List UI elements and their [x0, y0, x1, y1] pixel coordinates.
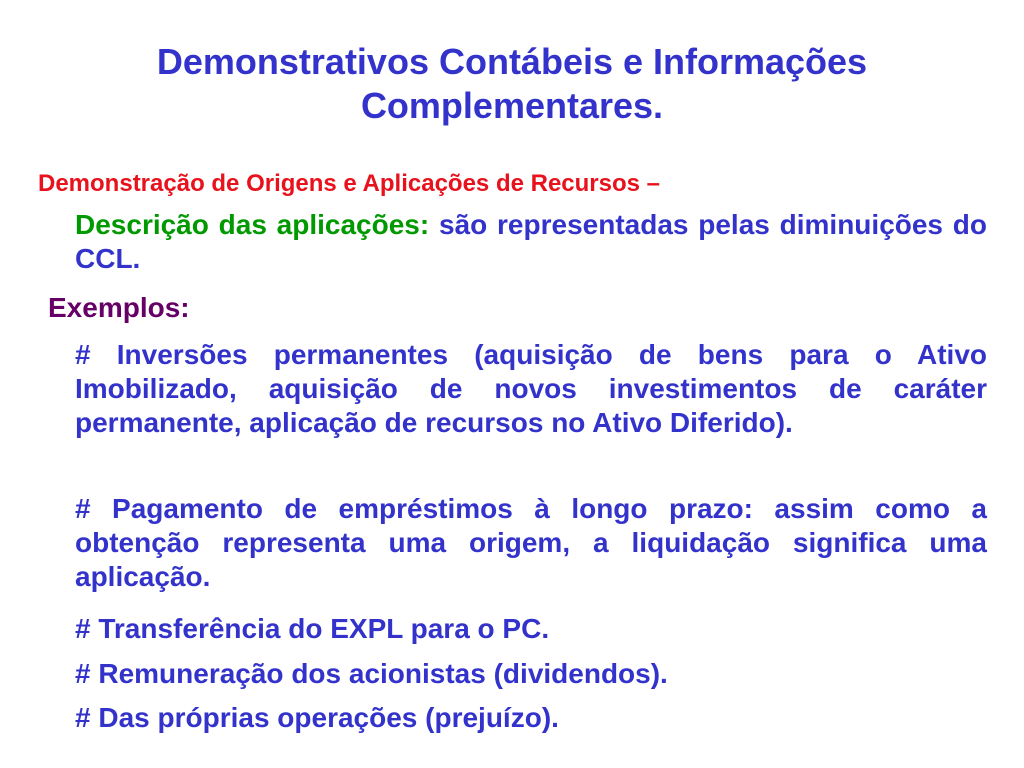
description-text: são representadas pelas diminuições do CCL.: [75, 209, 988, 274]
example-item-4: # Remuneração dos acionistas (dividendos).: [75, 658, 668, 689]
section-subtitle: Demonstração de Origens e Aplicações de Recursos –: [38, 170, 661, 197]
examples-label: Exemplos:: [48, 292, 190, 323]
example-item-5: # Das próprias operações (prejuízo).: [75, 702, 559, 733]
example-item-3: # Transferência do EXPL para o PC.: [75, 613, 550, 644]
example-item-2: # Pagamento de empréstimos à longo prazo: assim como a obtenção representa uma origem, a liquidação significa uma aplicação.: [75, 493, 987, 592]
slide-title: [60, 40, 964, 128]
example-item-1: # Inversões permanentes (aquisição de bens para o Ativo Imobilizado, aquisição de novos investimentos de caráter permanente, aplicação de recursos no Ativo Diferido).: [75, 339, 987, 438]
slide-title-line-2: Complementares.: [360, 85, 664, 126]
description-paragraph: [75, 208, 987, 276]
description-label: Descrição das aplicações:: [75, 209, 430, 240]
slide-title-line-1: Demonstrativos Contábeis e Informações: [156, 41, 868, 82]
